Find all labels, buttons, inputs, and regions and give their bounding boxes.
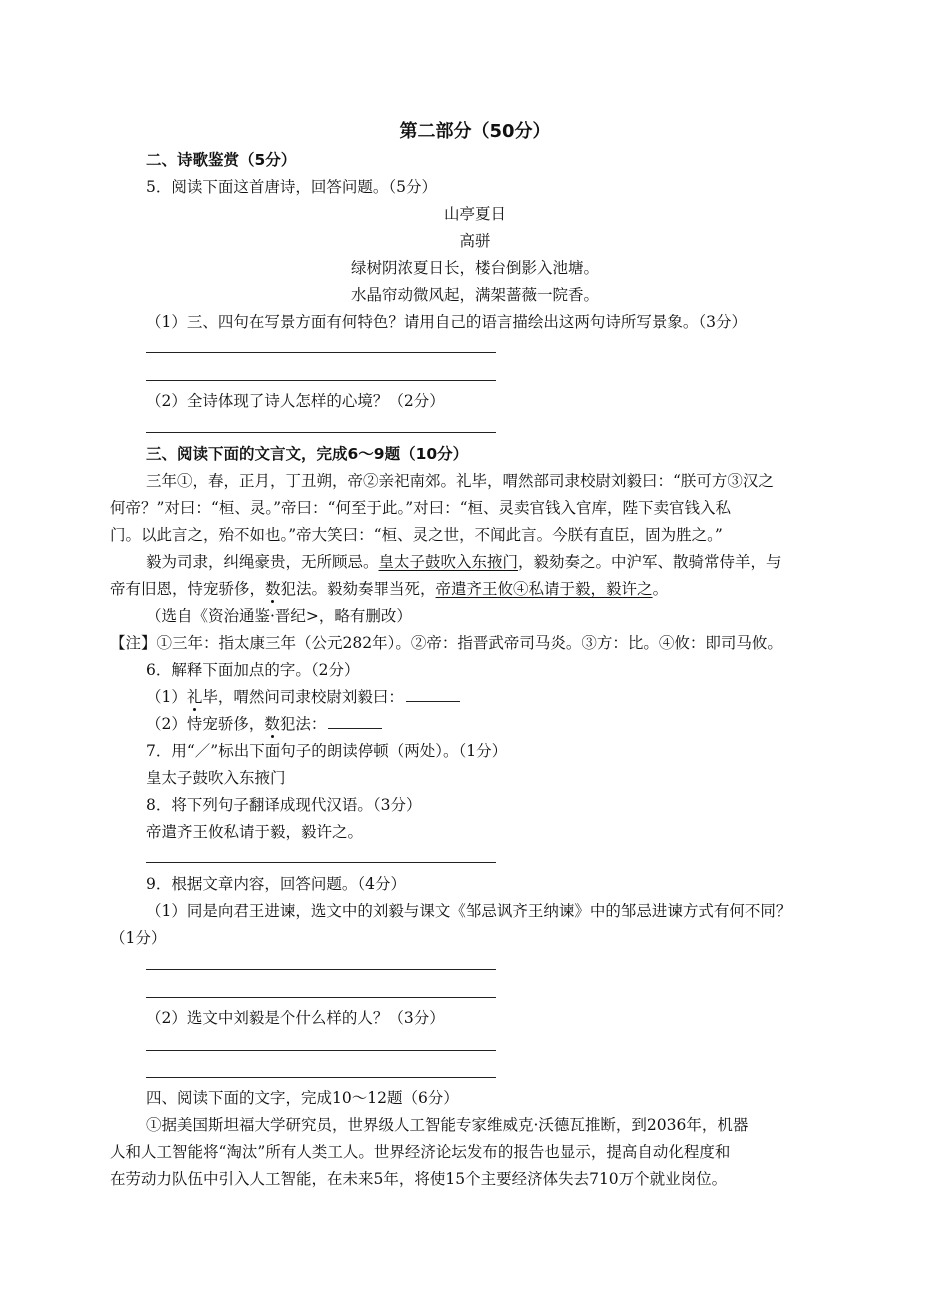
answer-blank[interactable] [406, 687, 460, 702]
passage-line [110, 579, 668, 599]
question-6: 6．解释下面加点的字。（2分） [146, 661, 360, 679]
section-heading-poetry: 二、诗歌鉴赏（5分） [146, 151, 297, 169]
passage-line: 在劳动力队伍中引入人工智能，在未来5年，将使15个主要经济体失去710万个就业岗位。 [110, 1170, 728, 1188]
question-9: 9．根据文章内容，回答问题。（4分） [146, 875, 406, 893]
passage-text: ，毅劾奏之。中沪军、散骑常侍羊，与 [518, 553, 782, 571]
question-5-2: （2）全诗体现了诗人怎样的心境？（2分） [146, 392, 445, 410]
passage-line: 三年①，春，正月，丁丑朔，帝②亲祀南郊。礼毕，喟然部司隶校尉刘毅曰：“朕可方③汉之 [146, 472, 774, 490]
passage-text: 。 [652, 580, 669, 598]
question-7: 7．用“／”标出下面句子的朗读停顿（两处）。（1分） [146, 742, 508, 760]
passage-text: 犯法。毅劾奏罪当死， [280, 580, 436, 598]
passage-line: ①据美国斯坦福大学研究员，世界级人工智能专家维威克·沃德瓦推断，到2036年，机器 [146, 1116, 749, 1134]
section-heading-modern: 四、阅读下面的文字，完成10～12题（6分） [146, 1089, 459, 1107]
part-title: 第二部分（50分） [399, 121, 551, 142]
q6-2-text: 犯法： [279, 715, 327, 733]
poem-title: 山亭夏日 [443, 205, 506, 223]
q6-2-prefix: （2）恃宠骄侈， [146, 715, 265, 733]
answer-line[interactable] [146, 1050, 496, 1051]
notes: 【注】①三年：指太康三年（公元282年）。②帝：指晋武帝司马炎。③方：比。④攸：即司马攸。 [110, 634, 783, 652]
source-citation: （选自《资治通鉴·晋纪>，略有删改） [146, 607, 412, 625]
q6-1-prefix: （1） [146, 688, 187, 706]
q6-1-text: 毕，喟然问司隶校尉刘毅曰： [202, 688, 404, 706]
answer-line[interactable] [146, 997, 496, 998]
passage-line: 何帝？”对曰：“桓、灵。”帝曰：“何至于此。”对曰：“桓、灵卖官钱入官库，陛下卖官钱入私 [110, 499, 732, 517]
answer-line[interactable] [146, 432, 496, 433]
question-9-1: （1）同是向君王进谏，选文中的刘毅与课文《邹忌讽齐王纳谏》中的邹忌进谏方式有何不同？ [146, 902, 792, 920]
passage-text: 帝有旧恩，恃宠骄侈， [110, 580, 266, 598]
passage-line: 人和人工智能将“淘汰”所有人类工人。世界经济论坛发布的报告也显示，提高自动化程度和 [110, 1143, 731, 1161]
question-8: 8．将下列句子翻译成现代汉语。（3分） [146, 796, 422, 814]
answer-line[interactable] [146, 862, 496, 863]
question-9-1-points: （1分） [110, 929, 167, 947]
underlined-sentence-2: 帝遣齐王攸④私请于毅，毅许之 [435, 580, 653, 598]
underlined-sentence-1: 皇太子鼓吹入东掖门 [378, 553, 519, 571]
answer-line[interactable] [146, 1077, 496, 1078]
passage-line: 门。以此言之，殆不如也。”帝大笑曰：“桓、灵之世，不闻此言。今朕有直臣，固为胜之。” [110, 526, 723, 544]
question-8-sentence: 帝遣齐王攸私请于毅，毅许之。 [146, 823, 364, 841]
question-6-1 [146, 687, 460, 707]
passage-text: 毅为司隶，纠绳豪贵，无所顾忌。 [146, 553, 379, 571]
answer-blank[interactable] [328, 714, 382, 729]
question-5: 5．阅读下面这首唐诗，回答问题。（5分） [146, 178, 437, 196]
poem-author: 高骈 [459, 232, 491, 250]
section-heading-classical: 三、阅读下面的文言文，完成6～9题（10分） [146, 445, 469, 463]
question-6-2 [146, 714, 382, 734]
poem-line-2: 水晶帘动微风起，满架蔷薇一院香。 [350, 286, 599, 304]
passage-line [146, 552, 782, 572]
answer-line[interactable] [146, 380, 496, 381]
answer-line[interactable] [146, 352, 496, 353]
question-5-1: （1）三、四句在写景方面有何特色？请用自己的语言描绘出这两句诗所写景象。（3分） [146, 313, 747, 331]
dotted-character: 数 [264, 715, 280, 733]
dotted-character: 数 [265, 580, 281, 598]
question-7-sentence: 皇太子鼓吹入东掖门 [146, 769, 286, 787]
dotted-character: 礼 [186, 688, 203, 706]
answer-line[interactable] [146, 969, 496, 970]
question-9-2: （2）选文中刘毅是个什么样的人？（3分） [146, 1009, 445, 1027]
poem-line-1: 绿树阴浓夏日长，楼台倒影入池塘。 [350, 259, 599, 277]
